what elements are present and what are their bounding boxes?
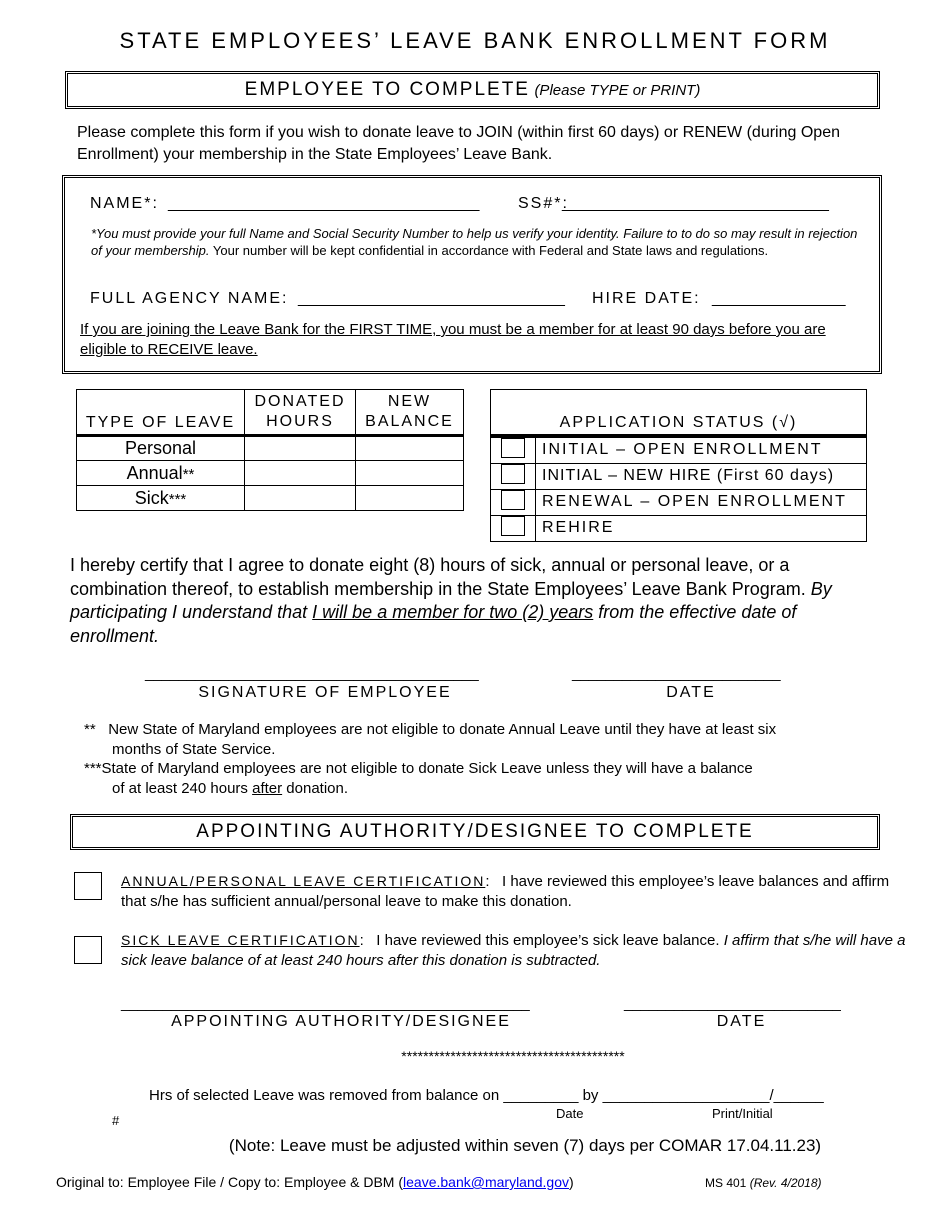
leave-type-label: Sick [134,487,169,508]
status-row [491,489,867,515]
employee-date-label: DATE [666,684,716,701]
identity-notice-warning: Failure to to do so may result in rejection of your membership. [91,226,858,258]
hire-date-label: HIRE DATE: [592,290,701,307]
status-label: INITIAL – OPEN ENROLLMENT [542,441,823,458]
leave-removed-line[interactable]: Hrs of selected Leave was removed from balance on _________ by ____________________/______ [149,1087,824,1104]
employee-header-note: (Please TYPE or PRINT) [534,82,701,99]
col-header-type [77,390,245,436]
certification-term: I will be a member for two (2) years [312,602,594,622]
status-checkbox-cell [491,436,536,464]
employee-date-line[interactable]: _________________________ [572,665,781,682]
status-checkbox-cell [491,463,536,489]
leave-removed-date-label: Date [556,1106,584,1121]
identity-notice [91,225,861,259]
hash-mark: # [112,1113,120,1128]
footer-distribution [56,1174,574,1190]
col-type-text: TYPE OF LEAVE [85,414,236,431]
form-number: MS 401 [705,1176,747,1190]
leave-type-label: Personal [124,438,197,458]
identity-notice-main: *You must provide your full Name and Social Security Number to help us verify your identity. [91,226,620,241]
application-status-table [490,389,867,542]
authority-signature-line[interactable]: _________________________________________________ [121,995,530,1012]
authority-header-text: APPOINTING AUTHORITY/DESIGNEE TO COMPLETE [196,821,754,842]
status-row [491,436,867,464]
leave-bank-email-link[interactable]: leave.bank@maryland.gov [403,1174,570,1190]
form-revision: (Rev. 4/2018) [749,1176,822,1190]
first-time-note: If you are joining the Leave Bank for the FIRST TIME, you must be a member for at least 90 days before you are eligible to RECEIVE leave. [80,321,826,358]
leave-removed-print-label: Print/Initial [712,1106,773,1121]
footnote-sick-pre: of at least 240 hours [112,779,248,797]
leave-type-label: Annual [126,462,183,483]
sick-certification-italic: I affirm that s/he will have a sick leave balance of at least 240 hours after this donation is subtracted. [121,932,906,969]
status-label: RENEWAL – OPEN ENROLLMENT [542,493,847,510]
new-balance-input[interactable] [356,436,464,461]
adjustment-note: (Note: Leave must be adjusted within seven (7) days per COMAR 17.04.11.23) [228,1136,822,1155]
footnote-sick-after: after [252,779,283,797]
form-id [705,1176,822,1190]
intro-text: Please complete this form if you wish to donate leave to JOIN (within first 60 days) or RENEW (during Open Enrollment) your membership in the State Employees’ Leave Bank. [77,124,840,163]
status-label: REHIRE [542,519,615,536]
footer-close-paren: ) [569,1174,574,1190]
identity-notice-rest: Your number will be kept confidential in accordance with Federal and State laws and regulations. [212,243,769,258]
sick-certification-title: SICK LEAVE CERTIFICATION [121,932,360,948]
status-header: APPLICATION STATUS (√) [559,413,798,431]
name-field[interactable]: ___________________________________ [168,195,480,212]
annual-certification-checkbox[interactable] [74,872,102,900]
certification-main: I hereby certify that I agree to donate eight (8) hours of sick, annual or personal leave, or a combination thereof, to establish membership in the State Employees’ Leave Bank Program. [70,555,806,599]
authority-date-label: DATE [716,1013,767,1030]
footer-distribution-text: Original to: Employee File / Copy to: Employee & DBM ( [56,1174,404,1190]
ssn-label: SS#*: [518,195,569,212]
authority-date-line[interactable]: __________________________ [624,995,841,1012]
annual-certification: ANNUAL/PERSONAL LEAVE CERTIFICATION: I have reviewed this employee’s leave balances and affirm that s/he has sufficient annual/personal leave to make this donation. [121,873,890,910]
footnote-sick-line1: ***State of Maryland employees are not eligible to donate Sick Leave unless they will have a balance [84,760,753,777]
leave-type-cell [77,461,245,486]
agency-field[interactable]: ______________________________ [298,290,565,307]
leave-type-table [76,389,464,511]
status-checkbox-cell [491,515,536,541]
status-row [491,463,867,489]
col-header-donated [245,390,356,436]
annual-certification-title: ANNUAL/PERSONAL LEAVE CERTIFICATION [121,873,486,889]
sick-certification-checkbox[interactable] [74,936,102,964]
ssn-field[interactable]: ______________________________ [562,195,829,212]
footnote-sick-post: donation. [286,779,349,797]
footnote-annual-line1: New State of Maryland employees are not eligible to donate Annual Leave until they have at least six [108,721,777,738]
footnote-annual-line2: months of State Service. [112,740,276,758]
leave-type-cell [77,486,245,511]
col-donated-line2: HOURS [266,413,334,430]
employee-signature-label: SIGNATURE OF EMPLOYEE [198,684,452,701]
hire-date-field[interactable]: _______________ [712,290,846,307]
employee-header-text: EMPLOYEE TO COMPLETE [244,79,530,100]
certification-italic-tail: from the effective date of enrollment. [70,602,797,646]
certification-text [70,554,880,648]
employee-section-header [65,71,880,109]
leave-type-footnote-mark: ** [182,465,195,483]
footnote-annual-mark: ** [84,721,96,738]
name-label: NAME*: [90,195,159,212]
agency-label: FULL AGENCY NAME: [90,290,289,307]
employee-signature-line[interactable]: ________________________________________ [145,665,479,682]
new-balance-input[interactable] [356,461,464,486]
status-checkbox[interactable] [501,438,525,458]
leave-row-annual [77,461,464,486]
status-checkbox[interactable] [501,516,525,536]
donated-hours-input[interactable] [245,486,356,511]
leave-type-cell [77,436,245,461]
donated-hours-input[interactable] [245,461,356,486]
leave-type-footnote-mark: *** [168,490,187,508]
footnote-annual [84,720,884,798]
status-row [491,515,867,541]
status-checkbox[interactable] [501,490,525,510]
form-title: STATE EMPLOYEES’ LEAVE BANK ENROLLMENT FORM [119,28,831,53]
col-new-line2: BALANCE [365,413,454,430]
col-header-new-balance [356,390,464,436]
leave-row-personal [77,436,464,461]
status-header-cell [491,390,867,436]
authority-signature-label: APPOINTING AUTHORITY/DESIGNEE [171,1013,511,1030]
col-new-line1: NEW [387,393,432,410]
annual-certification-text: I have reviewed this employee’s leave balances and affirm that s/he has sufficient annual/personal leave to make this donation. [121,873,890,910]
status-label: INITIAL – NEW HIRE (First 60 days) [542,467,835,484]
sick-certification-text: I have reviewed this employee’s sick leave balance. [376,932,720,949]
leave-row-sick [77,486,464,511]
col-donated-line1: DONATED [254,393,346,410]
new-balance-input[interactable] [356,486,464,511]
status-checkbox-cell [491,489,536,515]
separator-stars: ***************************************** [401,1048,625,1064]
authority-section-header [70,814,880,850]
certification-italic-lead: By participating I understand that [70,578,832,622]
donated-hours-input[interactable] [245,436,356,461]
status-checkbox[interactable] [501,464,525,484]
sick-certification: SICK LEAVE CERTIFICATION: I have reviewed this employee’s sick leave balance. I affirm that s/he will have a sick leave balance of at least 240 hours after this donation is subtracted. [121,932,906,969]
